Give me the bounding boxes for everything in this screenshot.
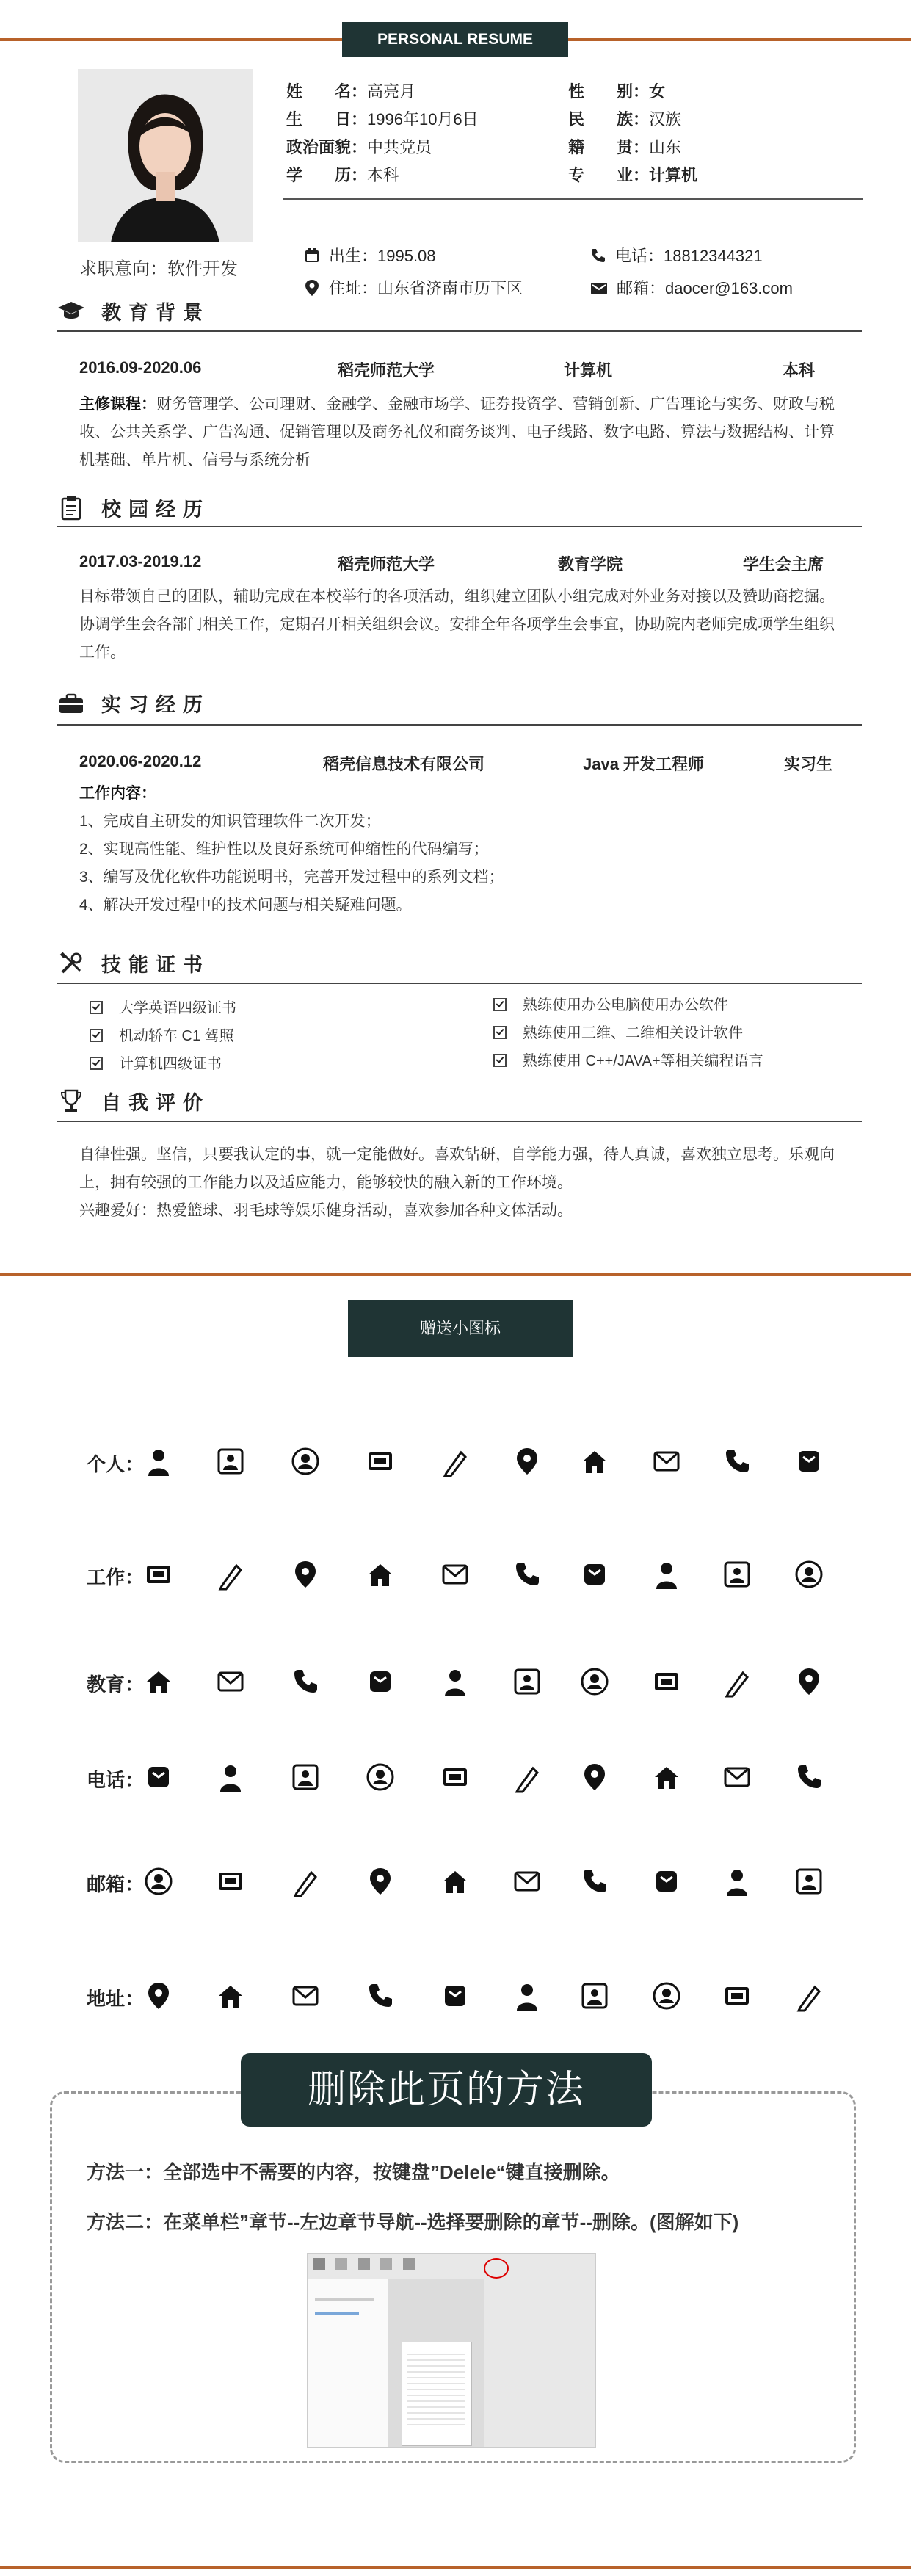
- checkbox-icon: [493, 998, 507, 1011]
- envelope-icon: [590, 281, 608, 296]
- clipboard-icon: [650, 1558, 683, 1591]
- at-mail-icon: [578, 1865, 611, 1897]
- section-education-title: 教育背景: [57, 297, 210, 325]
- phone-tilt-icon: [142, 1761, 175, 1793]
- mail-circle-icon: [364, 1865, 396, 1897]
- gift-icons-title: 赠送小图标: [348, 1300, 573, 1357]
- self-eval-text: 自律性强。坚信，只要我认定的事，就一定能做好。喜欢钻研，自学能力强，待人真诚，喜欢独立思考。乐观向上，拥有较强的工作能力以及适应能力，能够较快的融入新的工作环境。 兴趣爱好：热爱篮球、羽毛球等娱乐健身活动，喜欢参加各种文体活动。: [79, 1146, 835, 1219]
- mobile-icon: [721, 1761, 753, 1793]
- briefcase-outline-icon: [214, 1558, 247, 1591]
- house-roof-icon: [721, 1980, 753, 2012]
- camera-icon: [650, 1665, 683, 1698]
- envelope-outline-icon: [214, 1865, 247, 1897]
- location-pin-icon: [304, 279, 320, 297]
- skill-left-1: 大学英语四级证书: [90, 996, 236, 1017]
- icon-row-label: 邮箱：: [87, 1873, 145, 1895]
- pen-stroke-icon: [578, 1558, 611, 1591]
- checkbox-icon: [493, 1026, 507, 1039]
- mail-square-icon: [793, 1865, 825, 1897]
- page-divider: [0, 1273, 911, 1276]
- checkbox-icon: [90, 1001, 103, 1014]
- contact-phone: 电话：18812344321: [590, 244, 763, 267]
- section-campus-rule: [57, 526, 862, 527]
- section-self-eval-rule: [57, 1121, 862, 1122]
- contact-birth: 出生：1995.08: [304, 244, 436, 267]
- house-icon: [650, 1980, 683, 2012]
- person-outline-icon: [511, 1445, 543, 1477]
- person-square-icon: [439, 1445, 471, 1477]
- section-skills-rule: [57, 983, 862, 984]
- profile-photo: [78, 69, 253, 242]
- pin-outline-icon: [289, 1980, 322, 2012]
- envelope-thin-icon: [511, 1865, 543, 1897]
- person-bust-icon: [214, 1445, 247, 1477]
- pencil-pin-icon: [364, 1558, 396, 1591]
- checkbox-icon: [90, 1029, 103, 1042]
- graduation-cap-icon: [214, 1665, 247, 1698]
- icon-row-label: 地址：: [87, 1988, 145, 2010]
- checkbox-icon: [90, 1057, 103, 1070]
- job-objective: 求职意向：软件开发: [79, 259, 238, 279]
- section-internship-title: 实习经历: [57, 689, 210, 717]
- handset-outline-icon: [793, 1761, 825, 1793]
- pen-nib-icon: [511, 1558, 543, 1591]
- info-education: 学 历：本科: [286, 166, 400, 184]
- bottom-rule: [0, 2566, 911, 2569]
- mail-round-filled-icon: [650, 1865, 683, 1897]
- section-education-rule: [57, 330, 862, 332]
- map-pin-icon: [439, 1980, 471, 2012]
- person-suit-icon: [289, 1445, 322, 1477]
- icon-row-label: 个人：: [87, 1453, 145, 1475]
- mail-open-icon: [439, 1865, 471, 1897]
- trophy-icon: [57, 1090, 85, 1113]
- icon-row-label: 工作：: [87, 1566, 145, 1588]
- phone-circle-outline-icon: [511, 1761, 543, 1793]
- piano-icon: [578, 1665, 611, 1698]
- skill-right-2: 熟练使用三维、二维相关设计软件: [493, 1021, 743, 1042]
- info-name: 姓 名：高亮月: [286, 82, 416, 101]
- tools-icon: [57, 952, 85, 975]
- phone-square-icon: [650, 1761, 683, 1793]
- icon-row-label: 电话：: [87, 1769, 145, 1791]
- mortarboard-icon: [289, 1665, 322, 1698]
- edit-box-icon: [289, 1558, 322, 1591]
- info-political: 政治面貌：中共党员: [286, 138, 432, 156]
- icon-row-label: 教育：: [87, 1674, 145, 1696]
- skill-right-3: 熟练使用 C++/JAVA+等相关编程语言: [493, 1049, 763, 1070]
- pin-square-icon: [214, 1980, 247, 2012]
- info-major: 专 业：计算机: [568, 166, 698, 184]
- wps-screenshot-illustration: [307, 2253, 596, 2448]
- info-hometown: 籍 贯：山东: [568, 138, 682, 156]
- handset-icon: [289, 1761, 322, 1793]
- calendar-icon: [304, 247, 320, 264]
- education-courses: 主修课程：财务管理学、公司理财、金融学、金融市场学、证券投资学、营销创新、广告理论与实务、财政与税收、公共关系学、广告沟通、促销管理以及商务礼仪和商务谈判、电子线路、数字电路、算法与数据结构、计算机基础、单片机、信号与系统分析: [79, 396, 835, 468]
- old-phone-icon: [439, 1761, 471, 1793]
- skill-left-3: 计算机四级证书: [90, 1052, 222, 1073]
- phone-icon: [590, 247, 606, 264]
- book-stack-icon: [142, 1665, 175, 1698]
- desk-phone-icon: [214, 1761, 247, 1793]
- person-icon: [142, 1445, 175, 1477]
- mouse-icon: [721, 1865, 753, 1897]
- mail-send-icon: [142, 1865, 175, 1897]
- person-circle-icon: [364, 1445, 396, 1477]
- section-skills-title: 技能证书: [57, 949, 210, 977]
- play-screen-icon: [793, 1665, 825, 1698]
- document-icon: [57, 496, 85, 520]
- id-card-icon: [793, 1445, 825, 1477]
- info-ethnicity: 民 族：汉族: [568, 110, 682, 129]
- pin-badge-icon: [578, 1980, 611, 2012]
- skill-left-2: 机动轿车 C1 驾照: [90, 1024, 234, 1045]
- briefcase-icon: [142, 1558, 175, 1591]
- checkbox-icon: [493, 1054, 507, 1067]
- section-internship-rule: [57, 724, 862, 726]
- internship-content: 工作内容： 1、完成自主研发的知识管理软件二次开发； 2、实现高性能、维护性以及良好系统可伸缩性的代码编写； 3、编写及优化软件功能说明书，完善开发过程中的系列文档； 4、解决开发过程中的技术问题与相关疑难问题。: [79, 785, 504, 913]
- section-self-eval-title: 自我评价: [57, 1087, 210, 1115]
- books-icon: [439, 1665, 471, 1698]
- resume-title: PERSONAL RESUME: [342, 22, 568, 57]
- envelope-filled-icon: [289, 1865, 322, 1897]
- house-outline-icon: [793, 1980, 825, 2012]
- pin-filled-icon: [364, 1980, 396, 2012]
- method-two: 方法二：在菜单栏”章节--左边章节导航--选择要删除的章节--删除。(图解如下): [87, 2211, 739, 2233]
- pencil-icon: [439, 1558, 471, 1591]
- film-reel-icon: [721, 1665, 753, 1698]
- video-camera-icon: [793, 1558, 825, 1591]
- delete-page-title: 删除此页的方法: [241, 2053, 652, 2127]
- phone-circle-icon: [578, 1761, 611, 1793]
- skill-right-1: 熟练使用办公电脑使用办公软件: [493, 993, 728, 1014]
- person-writing-icon: [650, 1445, 683, 1477]
- info-gender: 性 别：女: [568, 82, 666, 101]
- pin-eye-icon: [511, 1980, 543, 2012]
- phone-book-icon: [364, 1761, 396, 1793]
- person-star-icon: [578, 1445, 611, 1477]
- contact-address: 住址：山东省济南市历下区: [304, 276, 523, 299]
- open-book-icon: [511, 1665, 543, 1698]
- info-divider: [283, 198, 863, 200]
- info-birthday: 生 日：1996年10月6日: [286, 110, 479, 129]
- chat-square-icon: [721, 1558, 753, 1591]
- contact-email: 邮箱：daocer@163.com: [590, 276, 793, 299]
- briefcase-icon: [57, 692, 85, 715]
- graduation-cap-icon: [57, 300, 85, 323]
- method-one: 方法一：全部选中不需要的内容，按键盘”Delele“键直接删除。: [87, 2161, 620, 2183]
- pin-circle-icon: [142, 1980, 175, 2012]
- id-photo-icon: [721, 1445, 753, 1477]
- section-campus-title: 校园经历: [57, 493, 210, 522]
- student-icon: [364, 1665, 396, 1698]
- campus-desc: 目标带领自己的团队，辅助完成在本校举行的各项活动，组织建立团队小组完成对外业务对接以及赞助商挖掘。协调学生会各部门相关工作，定期召开相关组织会议。安排全年各项学生会事宜，协助院内老师完成项学生组织工作。: [79, 588, 835, 661]
